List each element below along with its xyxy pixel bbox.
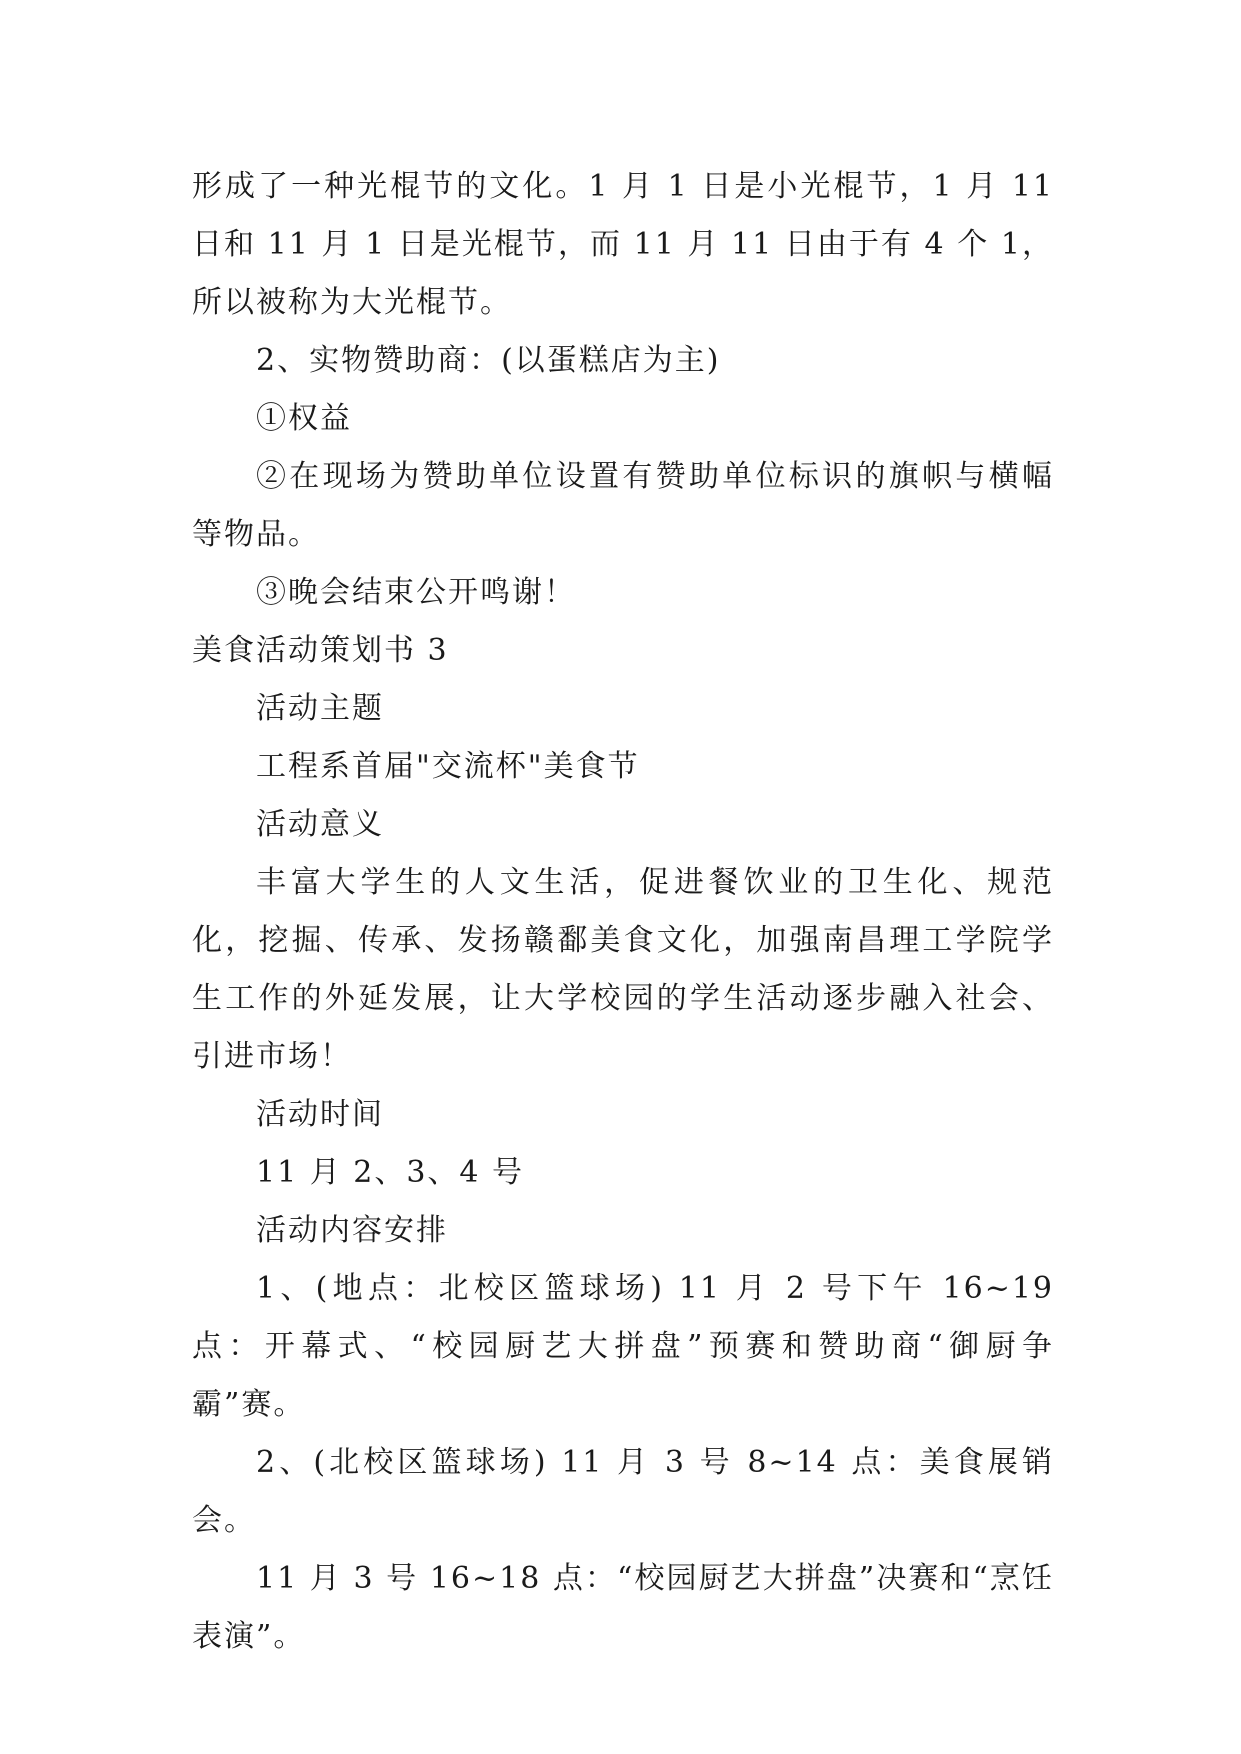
subheading-schedule: 活动内容安排 (256, 1213, 448, 1248)
paragraph-schedule-3: 11 月 3 号 16~18 点：“校园厨艺大拼盘”决赛和“烹饪表演”。 (192, 1561, 1054, 1654)
paragraph-intro: 形成了一种光棍节的文化。1 月 1 日是小光棍节，1 月 11 日和 11 月 1 日是光棍节，而 11 月 11 日由于有 4 个 1，所以被称为大光棍节。 (192, 169, 1054, 320)
document-body (192, 158, 1054, 1666)
paragraph-banner: ②在现场为赞助单位设置有赞助单位标识的旗帜与横幅等物品。 (192, 459, 1054, 552)
paragraph-rights: ①权益 (256, 401, 352, 436)
paragraph-theme: 工程系首届"交流杯"美食节 (256, 749, 640, 784)
paragraph-schedule-1: 1、(地点：北校区篮球场) 11 月 2 号下午 16~19 点：开幕式、“校园厨艺大拼盘”预赛和赞助商“御厨争霸”赛。 (192, 1271, 1054, 1422)
subheading-meaning: 活动意义 (256, 807, 384, 842)
paragraph-thanks: ③晚会结束公开鸣谢！ (256, 575, 576, 610)
paragraph-sponsor-item: 2、实物赞助商：(以蛋糕店为主) (256, 343, 721, 378)
paragraph-time: 11 月 2、3、4 号 (256, 1155, 525, 1190)
paragraph-meaning: 丰富大学生的人文生活，促进餐饮业的卫生化、规范化，挖掘、传承、发扬赣鄱美食文化，加强南昌理工学院学生工作的外延发展，让大学校园的学生活动逐步融入社会、引进市场！ (192, 865, 1054, 1074)
subheading-time: 活动时间 (256, 1097, 384, 1132)
subheading-theme: 活动主题 (256, 691, 384, 726)
section-heading: 美食活动策划书 3 (192, 633, 449, 668)
paragraph-schedule-2: 2、(北校区篮球场) 11 月 3 号 8~14 点：美食展销会。 (192, 1445, 1054, 1538)
